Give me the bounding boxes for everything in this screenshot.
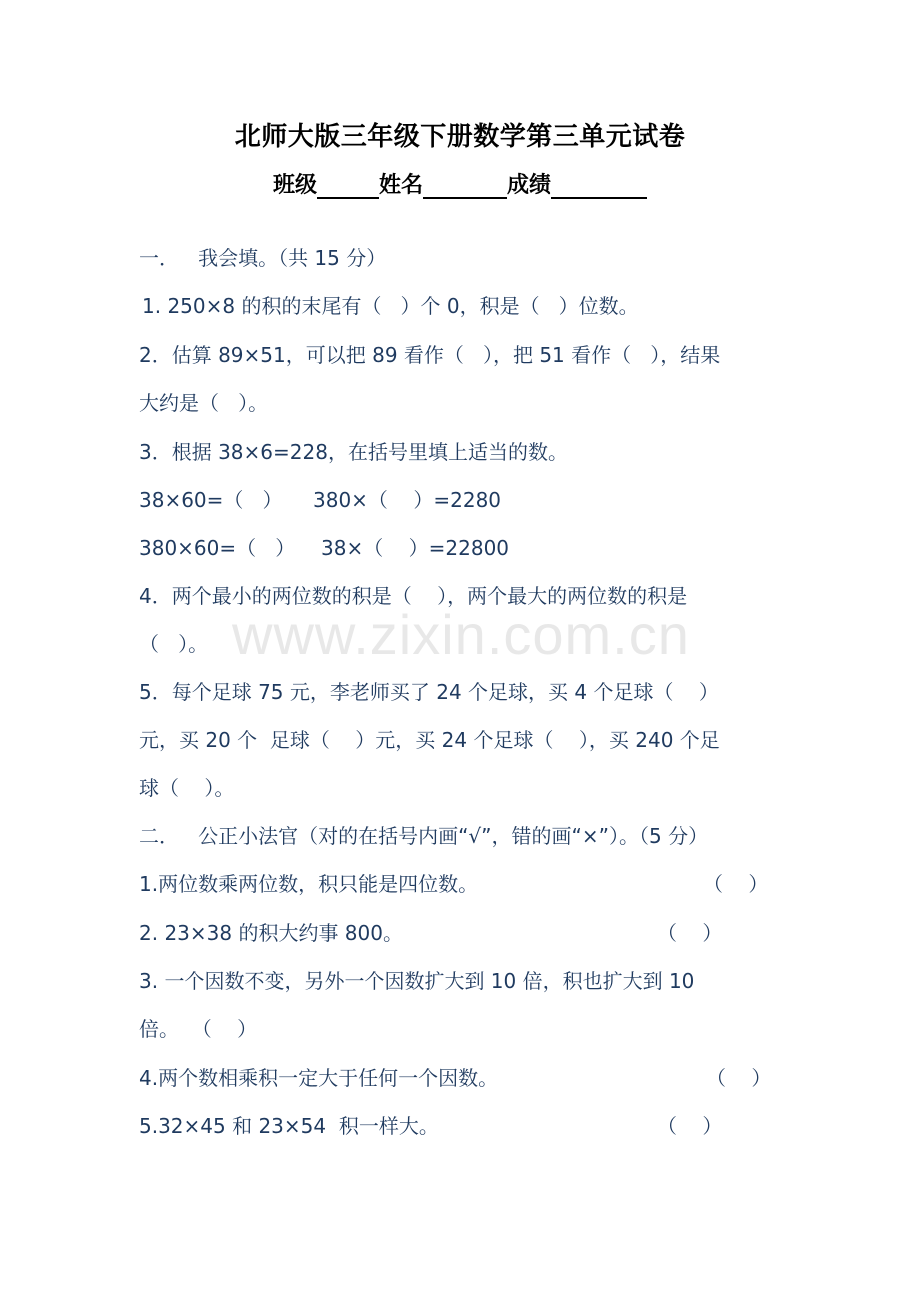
s1-question-4-line1: 4．两个最小的两位数的积是（ ），两个最大的两位数的积是 (139, 584, 688, 608)
class-label: 班级 (272, 173, 317, 198)
name-label: 姓名 (378, 173, 423, 198)
section1-heading: 一． 我会填。（共 15 分） (139, 246, 387, 270)
s2-answer-paren-2[interactable]: （ ） (657, 921, 723, 945)
s1-question-3c: 380×60=（ ） (139, 536, 296, 560)
s1-question-3d: 38×（ ）=22800 (321, 536, 510, 560)
section2-heading: 二． 公正小法官（对的在括号内画“√”，错的画“×”）。（5 分） (139, 824, 709, 848)
s2-question-5: 5.32×45 和 23×54 积一样大。 (139, 1114, 439, 1138)
s1-question-2-line1: 2．估算 89×51，可以把 89 看作（ ），把 51 看作（ ），结果 (139, 343, 721, 367)
s2-question-4: 4.两个数相乘积一定大于任何一个因数。 (139, 1066, 499, 1090)
score-label: 成绩 (507, 173, 552, 198)
s1-question-5-line1: 5．每个足球 75 元，李老师买了 24 个足球，买 4 个足球（ ） (139, 680, 719, 704)
s2-answer-paren-4[interactable]: （ ） (706, 1066, 772, 1090)
s1-question-5-line2: 元，买 20 个 足球（ ）元，买 24 个足球（ ），买 240 个足 (139, 728, 720, 752)
s1-question-3a: 38×60=（ ） (139, 488, 283, 512)
score-blank[interactable] (551, 175, 647, 199)
s2-question-3-line2: 倍。 （ ） (139, 1017, 258, 1041)
s1-question-3: 3．根据 38×6=228，在括号里填上适当的数。 (139, 440, 568, 464)
s2-answer-paren-1[interactable]: （ ） (703, 872, 769, 896)
s2-question-2: 2. 23×38 的积大约事 800。 (139, 921, 403, 945)
exam-title: 北师大版三年级下册数学第三单元试卷 (234, 122, 686, 152)
s2-answer-paren-5[interactable]: （ ） (657, 1114, 723, 1138)
s1-question-4-line2: （ ）。 (139, 632, 209, 656)
class-blank[interactable] (317, 175, 379, 199)
s1-question-2-line2: 大约是（ ）。 (139, 391, 269, 415)
watermark-text: www.zixin.com.cn (232, 603, 690, 666)
s2-question-3-line1: 3. 一个因数不变，另外一个因数扩大到 10 倍，积也扩大到 10 (139, 969, 695, 993)
s1-question-1: 1. 250×8 的积的末尾有（ ）个 0，积是（ ）位数。 (142, 294, 639, 318)
s2-question-1: 1.两位数乘两位数，积只能是四位数。 (139, 872, 479, 896)
student-info-line (0, 168, 920, 199)
s1-question-3b: 380×（ ）=2280 (313, 488, 502, 512)
s1-question-5-line3: 球（ ）。 (139, 776, 235, 800)
name-blank[interactable] (423, 175, 507, 199)
